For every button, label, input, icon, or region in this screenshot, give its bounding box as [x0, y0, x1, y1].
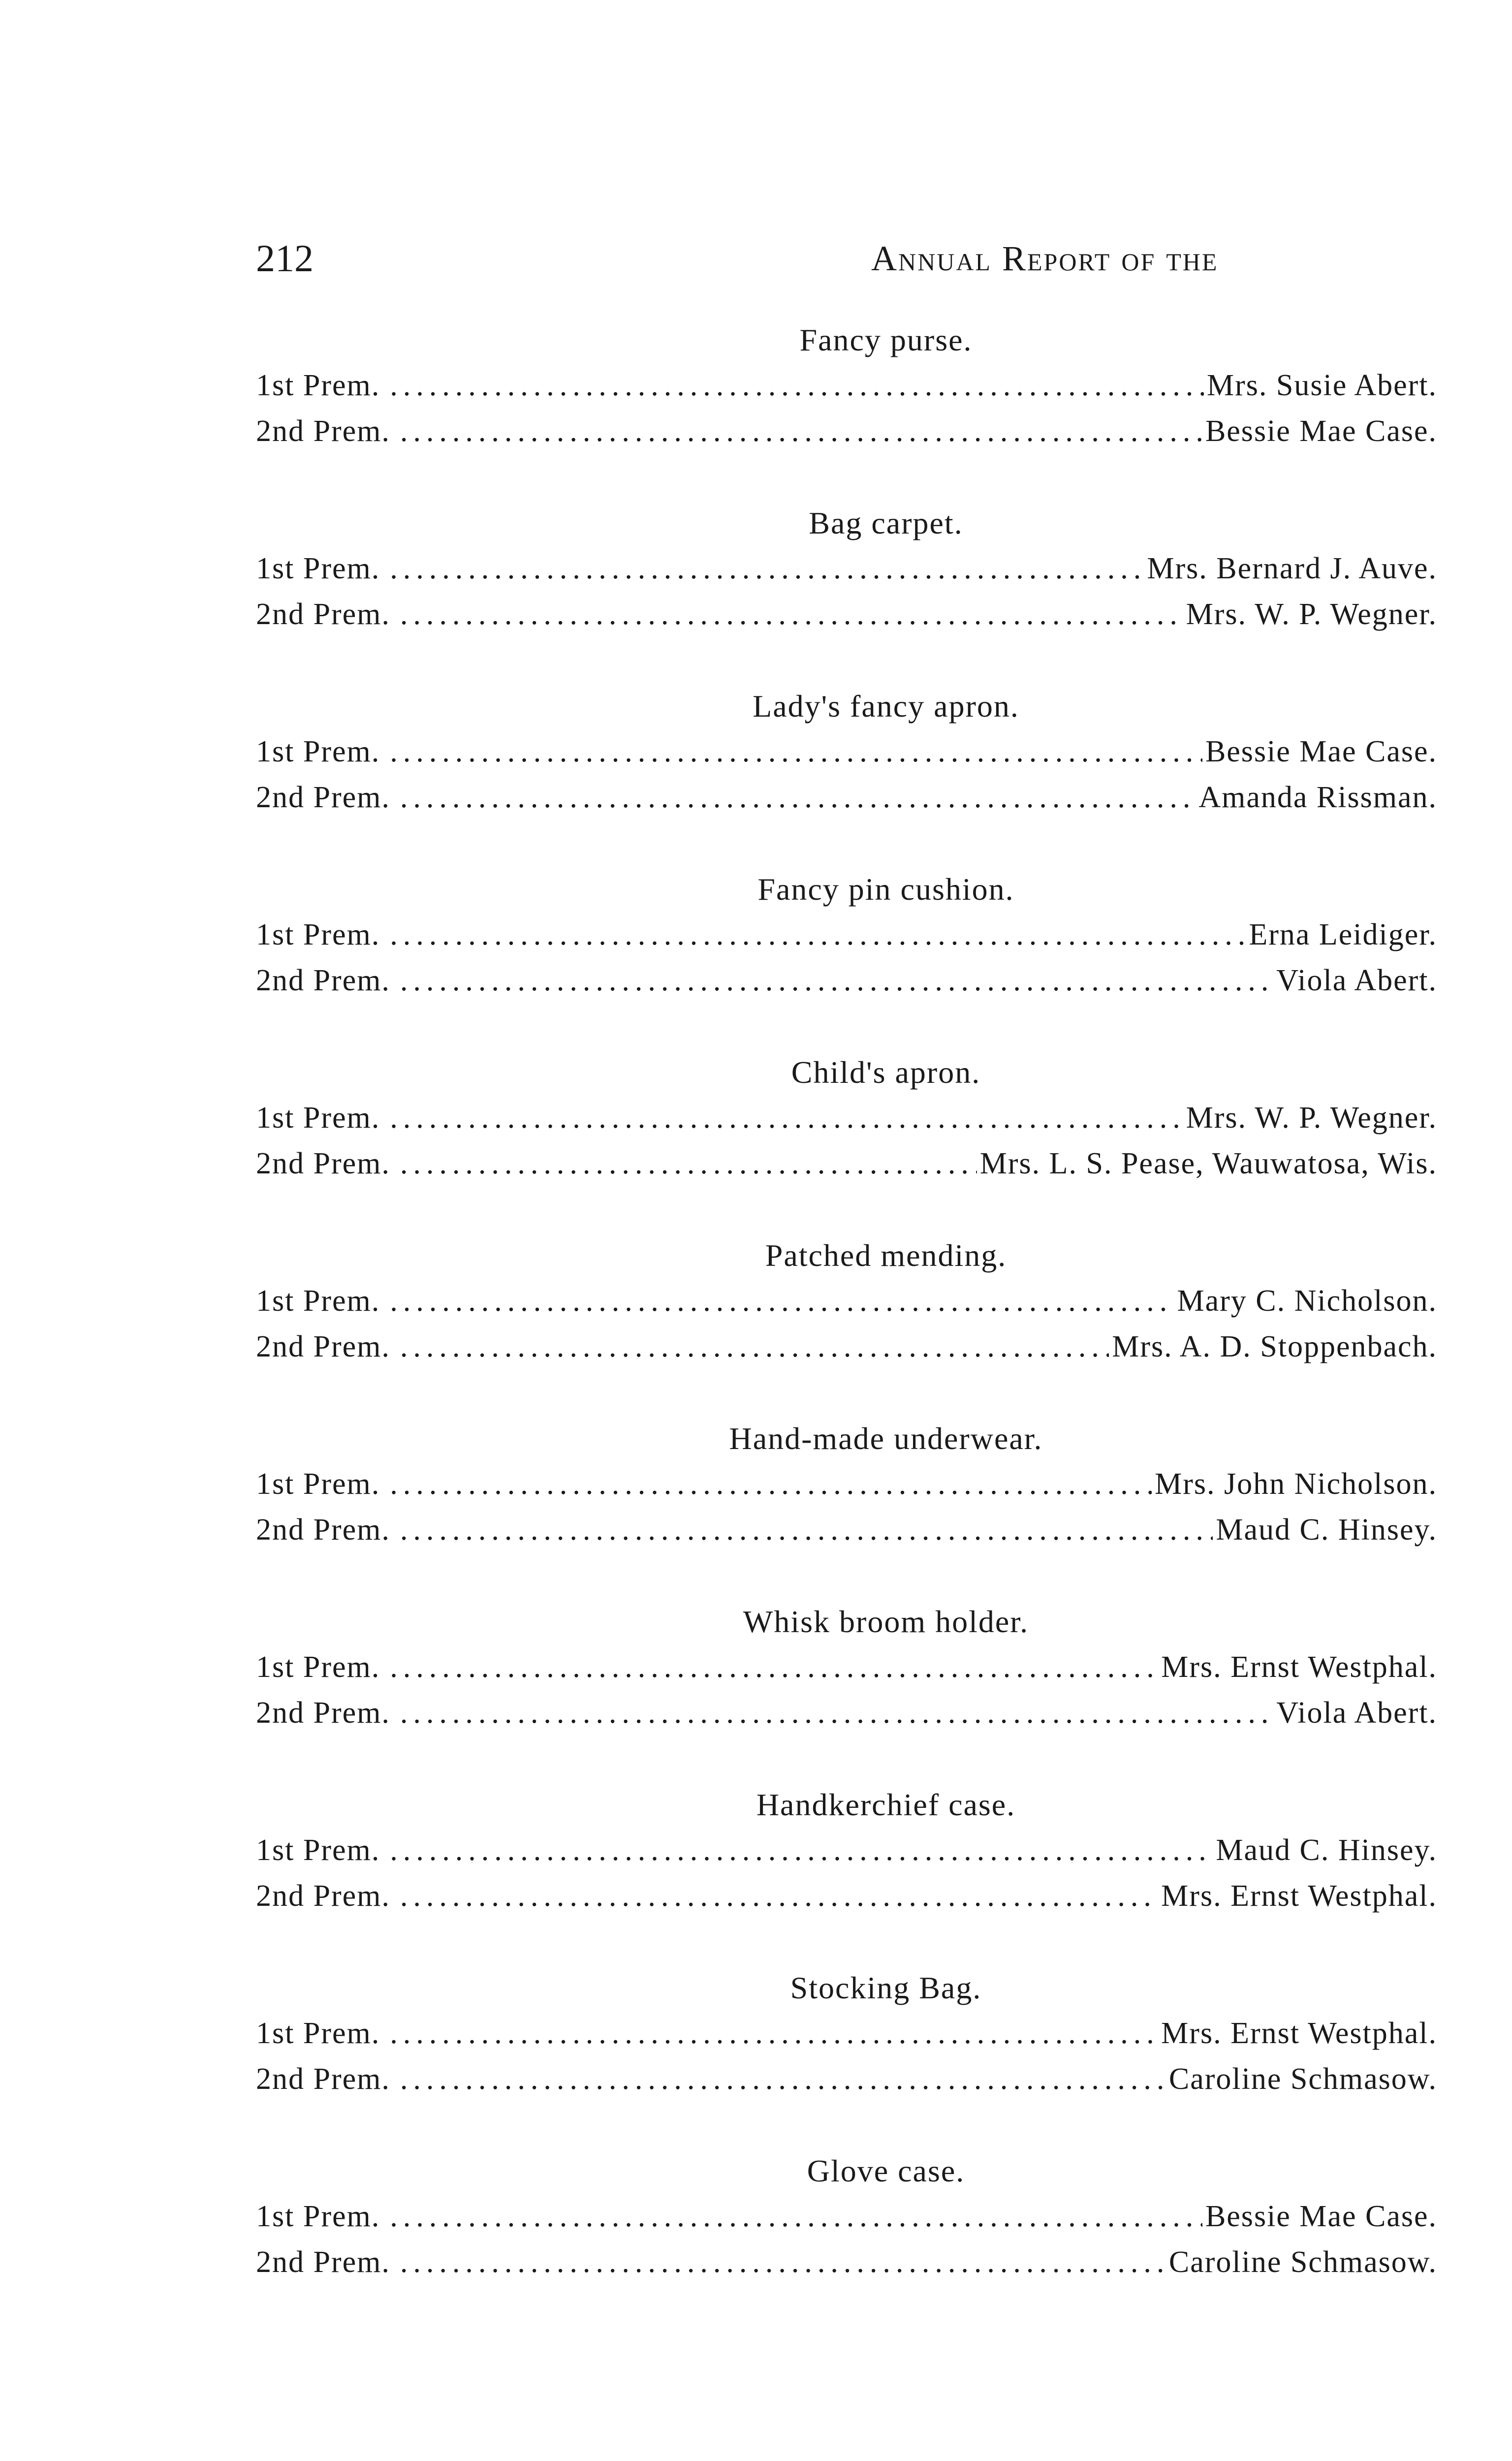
- award-row: [256, 1507, 1437, 1553]
- dot-leader: [390, 363, 1204, 409]
- premium-section: [256, 867, 1437, 1050]
- award-row: [256, 2240, 1437, 2285]
- section-title: Hand-made underwear.: [729, 1421, 1043, 1456]
- section-title: Whisk broom holder.: [743, 1604, 1029, 1639]
- award-winner: Mrs. W. P. Wegner.: [1186, 1101, 1437, 1135]
- premium-section: [256, 684, 1437, 867]
- award-label: 1st Prem.: [256, 1650, 380, 1684]
- dot-leader: [400, 958, 1273, 1004]
- award-winner: Mrs. Ernst Westphal.: [1161, 1879, 1437, 1913]
- award-label: 2nd Prem.: [256, 2062, 390, 2096]
- award-winner: Bessie Mae Case.: [1205, 2200, 1437, 2233]
- award-label: 2nd Prem.: [256, 598, 390, 631]
- award-row: [256, 1644, 1437, 1690]
- award-row: [256, 592, 1437, 637]
- award-winner: Viola Abert.: [1276, 964, 1437, 997]
- dot-leader: [400, 775, 1196, 820]
- award-row: [256, 546, 1437, 592]
- dot-leader: [390, 729, 1202, 775]
- award-row: [256, 2011, 1437, 2056]
- section-title: Glove case.: [807, 2153, 965, 2188]
- section-title: Handkerchief case.: [756, 1787, 1016, 1822]
- award-winner: Mrs. L. S. Pease, Wauwatosa, Wis.: [979, 1147, 1437, 1180]
- dot-leader: [400, 409, 1202, 454]
- award-winner: Mrs. Ernst Westphal.: [1161, 2017, 1437, 2050]
- award-row: [256, 729, 1437, 775]
- award-winner: Maud C. Hinsey.: [1216, 1833, 1437, 1867]
- award-winner: Bessie Mae Case.: [1205, 735, 1437, 768]
- award-winner: Viola Abert.: [1276, 1696, 1437, 1730]
- award-row: [256, 1690, 1437, 1736]
- dot-leader: [390, 1828, 1213, 1873]
- award-label: 1st Prem.: [256, 1467, 380, 1501]
- award-winner: Mrs. W. P. Wegner.: [1186, 598, 1437, 631]
- award-row: [256, 2194, 1437, 2240]
- dot-leader: [400, 1690, 1273, 1736]
- section-title: Patched mending.: [765, 1238, 1007, 1273]
- award-row: [256, 2056, 1437, 2102]
- award-winner: Amanda Rissman.: [1198, 781, 1437, 814]
- award-label: 2nd Prem.: [256, 964, 390, 997]
- award-label: 1st Prem.: [256, 1284, 380, 1318]
- section-title: Fancy purse.: [799, 322, 973, 357]
- award-label: 1st Prem.: [256, 369, 380, 402]
- section-title: Child's apron.: [791, 1055, 981, 1090]
- award-label: 1st Prem.: [256, 735, 380, 768]
- section-title: Lady's fancy apron.: [753, 689, 1019, 724]
- dot-leader: [390, 2011, 1158, 2056]
- page-number: 212: [256, 237, 314, 280]
- award-label: 2nd Prem.: [256, 2245, 390, 2279]
- award-row: [256, 1141, 1437, 1187]
- dot-leader: [400, 1873, 1158, 1919]
- premium-section: [256, 1233, 1437, 1416]
- award-label: 2nd Prem.: [256, 1147, 390, 1180]
- award-label: 2nd Prem.: [256, 1513, 390, 1546]
- dot-leader: [400, 592, 1183, 637]
- award-label: 1st Prem.: [256, 552, 380, 585]
- dot-leader: [400, 2056, 1166, 2102]
- award-label: 1st Prem.: [256, 2017, 380, 2050]
- dot-leader: [400, 2240, 1166, 2285]
- premium-section: [256, 1599, 1437, 1782]
- award-row: [256, 775, 1437, 820]
- award-row: [256, 1278, 1437, 1324]
- dot-leader: [400, 1324, 1109, 1370]
- premium-section: [256, 2148, 1437, 2332]
- award-winner: Erna Leidiger.: [1249, 918, 1437, 951]
- premium-section: [256, 501, 1437, 684]
- award-winner: Bessie Mae Case.: [1205, 414, 1437, 448]
- dot-leader: [390, 1278, 1174, 1324]
- award-winner: Mary C. Nicholson.: [1177, 1284, 1437, 1318]
- dot-leader: [390, 912, 1246, 958]
- award-label: 1st Prem.: [256, 1833, 380, 1867]
- award-winner: Mrs. A. D. Stoppenbach.: [1112, 1330, 1437, 1363]
- premium-list: [256, 317, 1437, 2332]
- dot-leader: [390, 1095, 1183, 1141]
- running-title: [502, 231, 1290, 285]
- premium-section: [256, 1782, 1437, 1965]
- award-row: [256, 1324, 1437, 1370]
- award-winner: Caroline Schmasow.: [1168, 2245, 1437, 2279]
- award-winner: Mrs. John Nicholson.: [1155, 1467, 1437, 1501]
- award-label: 2nd Prem.: [256, 781, 390, 814]
- section-title: Bag carpet.: [809, 505, 963, 540]
- dot-leader: [390, 1644, 1158, 1690]
- award-row: [256, 363, 1437, 409]
- award-winner: Mrs. Bernard J. Auve.: [1147, 552, 1437, 585]
- premium-section: [256, 1416, 1437, 1599]
- premium-section: [256, 317, 1437, 501]
- dot-leader: [390, 2194, 1202, 2240]
- dot-leader: [400, 1507, 1213, 1553]
- award-row: [256, 1461, 1437, 1507]
- award-row: [256, 958, 1437, 1004]
- running-title-text: Annual Report of the: [871, 239, 1219, 278]
- section-title: Stocking Bag.: [790, 1970, 982, 2005]
- award-row: [256, 1095, 1437, 1141]
- dot-leader: [390, 546, 1144, 592]
- section-title: Fancy pin cushion.: [757, 872, 1014, 907]
- dot-leader: [390, 1461, 1152, 1507]
- running-head: [256, 231, 1437, 285]
- award-row: [256, 409, 1437, 454]
- award-winner: Mrs. Susie Abert.: [1207, 369, 1437, 402]
- premium-section: [256, 1965, 1437, 2148]
- award-label: 2nd Prem.: [256, 1696, 390, 1730]
- award-label: 2nd Prem.: [256, 1879, 390, 1913]
- award-row: [256, 1873, 1437, 1919]
- award-label: 2nd Prem.: [256, 414, 390, 448]
- award-label: 1st Prem.: [256, 918, 380, 951]
- award-label: 1st Prem.: [256, 2200, 380, 2233]
- award-row: [256, 1828, 1437, 1873]
- award-row: [256, 912, 1437, 958]
- award-winner: Caroline Schmasow.: [1168, 2062, 1437, 2096]
- award-winner: Mrs. Ernst Westphal.: [1161, 1650, 1437, 1684]
- award-winner: Maud C. Hinsey.: [1216, 1513, 1437, 1546]
- dot-leader: [400, 1141, 977, 1187]
- premium-section: [256, 1050, 1437, 1233]
- award-label: 1st Prem.: [256, 1101, 380, 1135]
- award-label: 2nd Prem.: [256, 1330, 390, 1363]
